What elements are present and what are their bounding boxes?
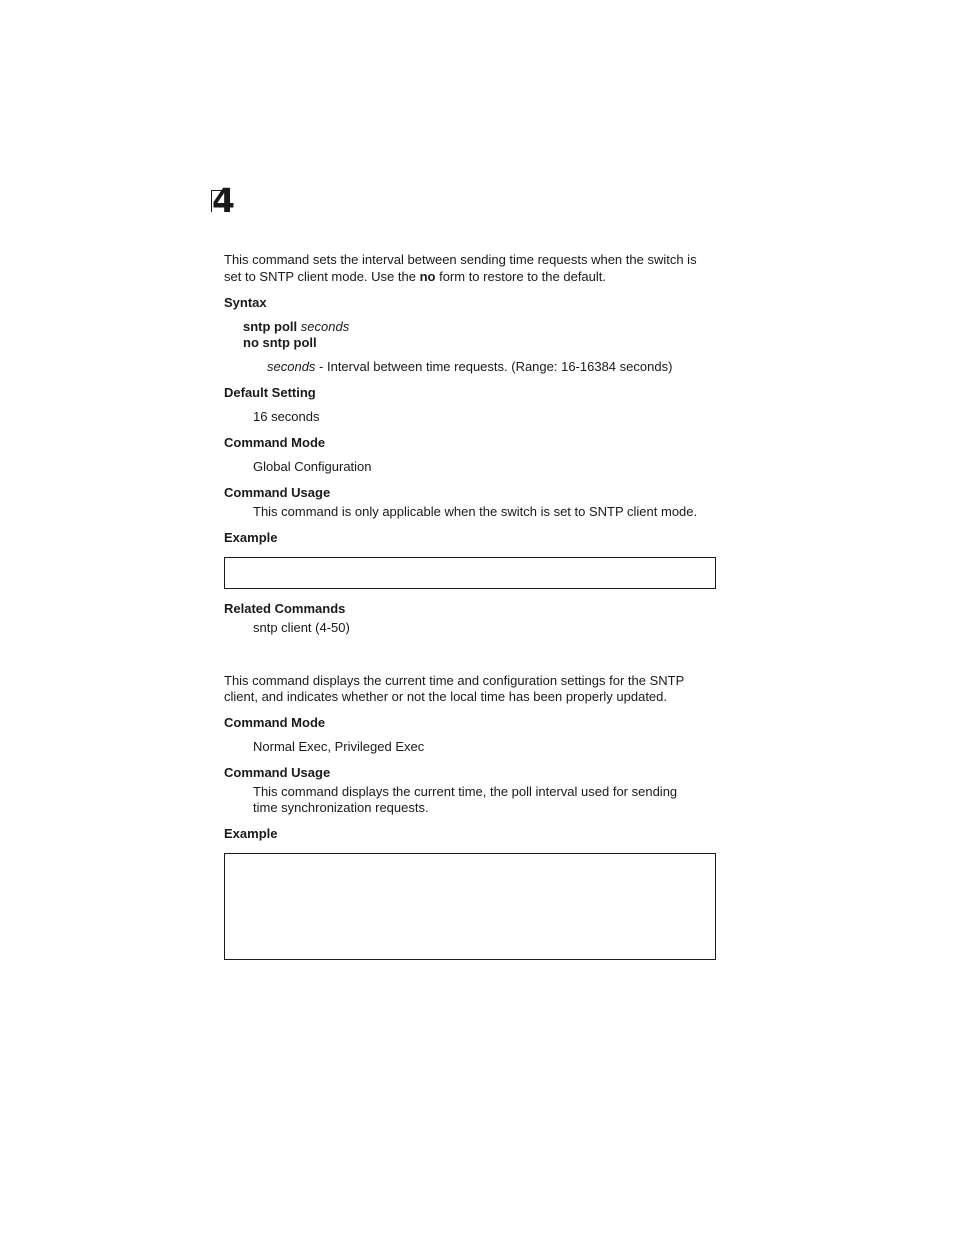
command-mode-value: Global Configuration — [253, 459, 372, 474]
show-command-usage-line2: time synchronization requests. — [253, 800, 429, 815]
default-setting-value: 16 seconds — [253, 409, 320, 424]
example-heading: Example — [224, 530, 278, 545]
show-intro-line2: client, and indicates whether or not the local time has been properly updated. — [224, 689, 667, 704]
related-command-link[interactable]: sntp client (4-50) — [253, 620, 350, 635]
chapter-number: 4 — [212, 181, 235, 220]
related-commands-heading: Related Commands — [224, 601, 346, 616]
command-usage-heading: Command Usage — [224, 485, 331, 500]
command-usage-value: This command is only applicable when the switch is set to SNTP client mode. — [253, 504, 698, 519]
command-mode-heading: Command Mode — [224, 435, 326, 450]
show-command-mode-heading: Command Mode — [224, 715, 326, 730]
poll-intro-line2: set to SNTP client mode. Use the no form to restore to the default. — [224, 269, 606, 284]
syntax-heading: Syntax — [224, 295, 267, 310]
example-code-box — [224, 557, 716, 589]
show-example-heading: Example — [224, 826, 278, 841]
default-setting-heading: Default Setting — [224, 385, 316, 400]
show-command-mode-value: Normal Exec, Privileged Exec — [253, 739, 425, 754]
parameter-description: seconds - Interval between time requests. (Range: 16-16384 seconds) — [267, 359, 673, 374]
show-intro-line1: This command displays the current time and configuration settings for the SNTP — [224, 673, 685, 688]
show-command-usage-heading: Command Usage — [224, 765, 331, 780]
poll-intro-line1: This command sets the interval between sending time requests when the switch is — [224, 252, 697, 267]
syntax-command-2: no sntp poll — [243, 335, 317, 350]
show-example-code-box — [224, 853, 716, 960]
show-command-usage-line1: This command displays the current time, the poll interval used for sending — [253, 784, 678, 799]
no-keyword: no — [419, 269, 436, 284]
syntax-command-1: sntp poll seconds — [243, 319, 350, 334]
